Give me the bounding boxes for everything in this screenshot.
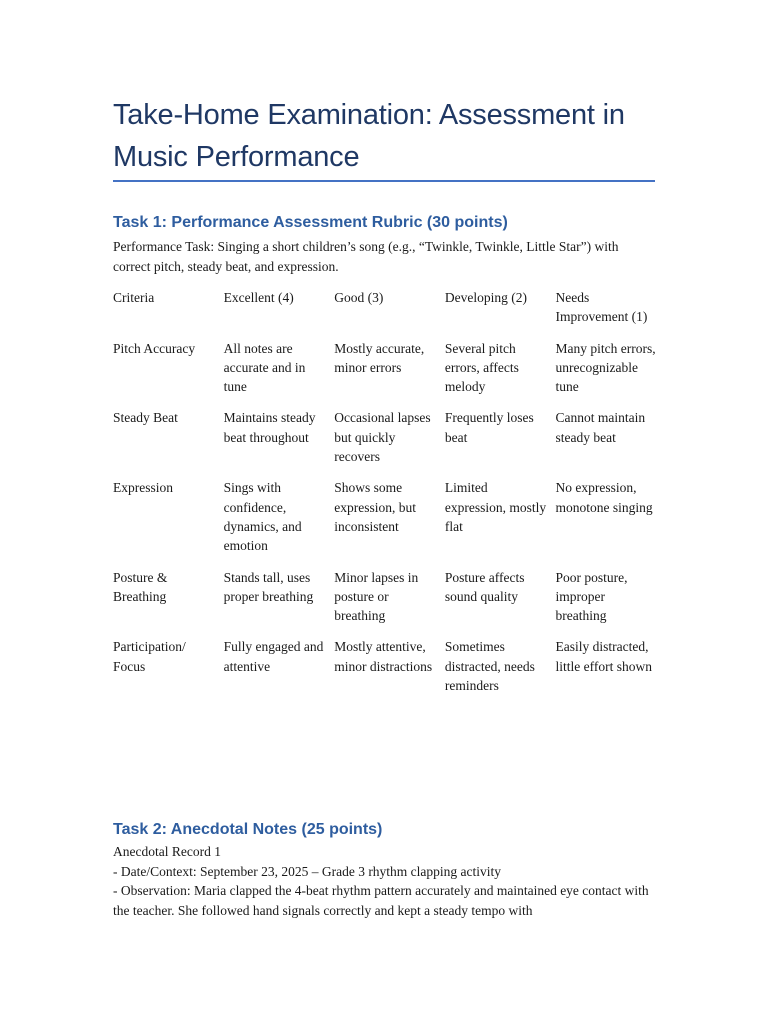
task1-heading: Task 1: Performance Assessment Rubric (30 points): [113, 214, 508, 231]
task1-description: Performance Task: Singing a short children’s song (e.g., “Twinkle, Twinkle, Little Star”) with correct pitch, steady beat, and expression.: [113, 239, 619, 274]
table-cell: Cannot maintain steady beat: [555, 410, 646, 445]
table-cell: Several pitch errors, affects melody: [444, 340, 519, 395]
rubric-table: [113, 288, 658, 707]
header-excellent: Excellent (4): [223, 290, 294, 305]
table-cell: Occasional lapses but quickly recovers: [334, 410, 431, 465]
table-cell: Posture affects sound quality: [444, 569, 525, 604]
table-cell: Many pitch errors, unrecognizable tune: [555, 340, 656, 395]
header-developing: Developing (2): [444, 290, 527, 305]
table-cell: Steady Beat: [113, 410, 178, 426]
table-cell: Posture & Breathing: [113, 569, 168, 604]
table-cell: Poor posture, improper breathing: [555, 569, 628, 624]
header-criteria: Criteria: [113, 290, 155, 305]
anecdotal-notes: [113, 842, 658, 920]
rubric-row-participation-focus: [113, 637, 658, 707]
table-cell: Mostly accurate, minor errors: [334, 340, 425, 375]
anecdotal-date-context: - Date/Context: September 23, 2025 – Grade 3 rhythm clapping activity: [113, 863, 502, 879]
table-cell: Sings with confidence, dynamics, and emotion: [223, 480, 302, 554]
table-cell: Stands tall, uses proper breathing: [223, 569, 314, 604]
anecdotal-observation: - Observation: Maria clapped the 4-beat rhythm pattern accurately and maintained eye contact with the teacher. She followed hand signals correctly and kept a steady tempo with: [113, 883, 649, 918]
table-cell: Pitch Accuracy: [113, 340, 196, 356]
task2-heading: Task 2: Anecdotal Notes (25 points): [113, 821, 383, 838]
table-cell: Limited expression, mostly flat: [444, 480, 547, 534]
table-cell: No expression, monotone singing: [555, 480, 653, 515]
title-underline: [113, 180, 655, 182]
table-cell: Maintains steady beat throughout: [223, 410, 316, 445]
table-cell: Expression: [113, 480, 173, 496]
rubric-row-expression: [113, 478, 658, 567]
table-cell: Participation/ Focus: [113, 639, 186, 674]
table-cell: Sometimes distracted, needs reminders: [444, 639, 535, 694]
rubric-header-row: [113, 288, 658, 339]
document-title: Take-Home Examination: Assessment in Music Performance: [113, 99, 625, 173]
table-cell: Minor lapses in posture or breathing: [334, 569, 419, 624]
header-needs-improvement: Needs Improvement (1): [555, 290, 648, 325]
rubric-row-pitch-accuracy: [113, 339, 658, 409]
table-cell: Mostly attentive, minor distractions: [334, 639, 433, 674]
table-cell: Frequently loses beat: [444, 410, 534, 445]
table-cell: Shows some expression, but inconsistent: [334, 480, 416, 534]
anecdotal-record-title: Anecdotal Record 1: [113, 844, 221, 859]
rubric-row-posture-breathing: [113, 568, 658, 638]
table-cell: All notes are accurate and in tune: [223, 340, 306, 395]
header-good: Good (3): [334, 290, 384, 305]
table-cell: Easily distracted, little effort shown: [555, 639, 652, 674]
rubric-row-steady-beat: [113, 408, 658, 478]
table-cell: Fully engaged and attentive: [223, 639, 324, 674]
